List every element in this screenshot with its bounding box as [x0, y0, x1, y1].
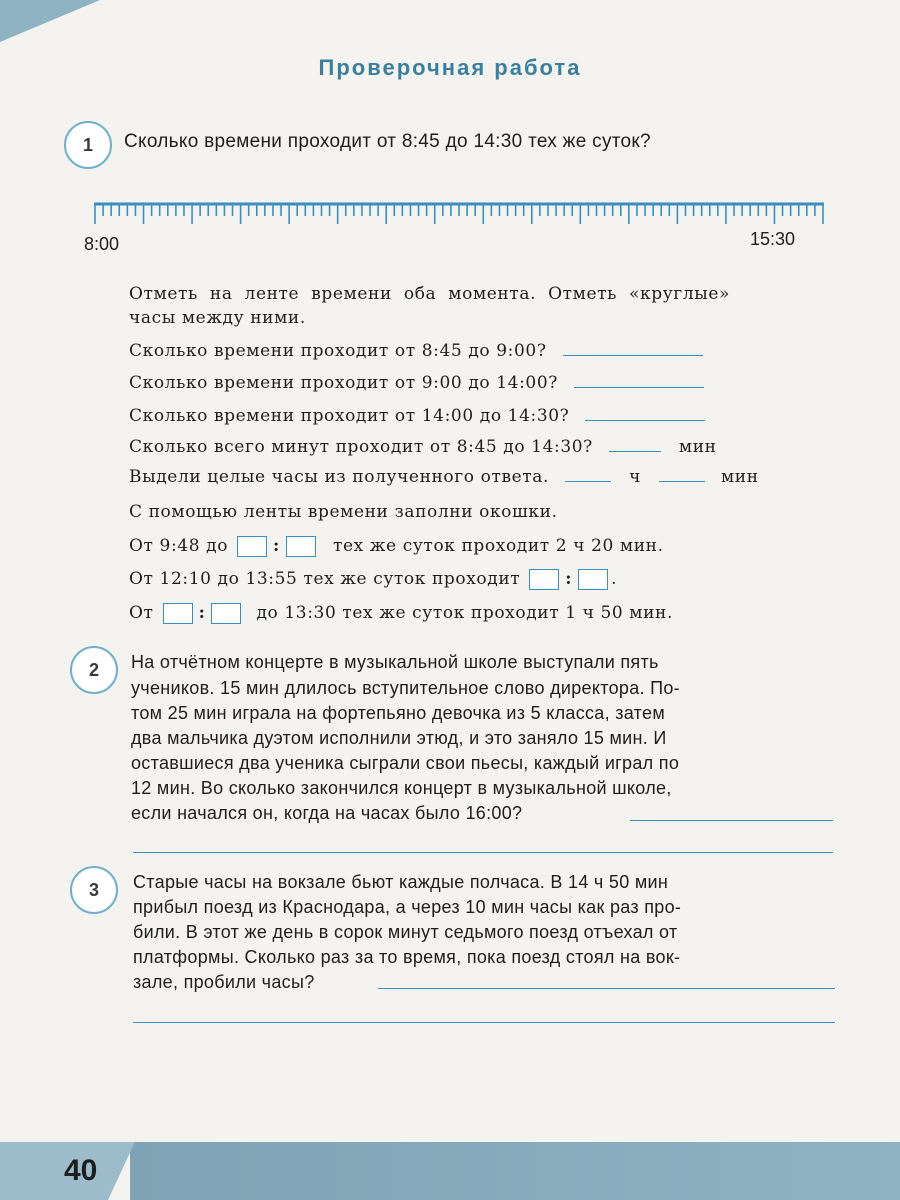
hours-box[interactable] — [163, 603, 193, 624]
task-3-answer-line[interactable] — [378, 988, 835, 989]
page-number: 40 — [64, 1154, 98, 1187]
task-2-line: На отчётном концерте в музыкальной школе выступали пять — [131, 652, 659, 672]
task-2-line: оставшиеся два ученика сыграли свои пьесы, каждый играл по — [131, 753, 680, 773]
task-3-line: били. В этот же день в сорок минут седьмого поезд отъехал от — [133, 922, 678, 942]
minutes-box[interactable] — [211, 603, 241, 624]
task-1-number: 1 — [64, 121, 112, 169]
answer-blank-mins[interactable] — [659, 467, 705, 482]
task-3-line: платформы. Сколько раз за то время, пока поезд стоял на вок- — [133, 947, 681, 967]
unit-minutes: мин — [678, 437, 717, 457]
answer-blank[interactable] — [585, 406, 705, 421]
fill-row-3: От : до 13:30 тех же суток проходит 1 ч 50 мин. — [129, 603, 673, 623]
task-3-line: прибыл поезд из Краснодара, а через 10 мин часы как раз про- — [133, 897, 682, 917]
question-8-45-9-00: Сколько времени проходит от 8:45 до 9:00? — [129, 341, 703, 361]
unit-hours: ч — [629, 467, 641, 487]
fill-row-1: От 9:48 до : тех же суток проходит 2 ч 20 мин. — [129, 536, 664, 556]
task-3-line: Старые часы на вокзале бьют каждые полчаса. В 14 ч 50 мин — [133, 872, 669, 892]
unit-minutes-2: мин — [720, 467, 759, 487]
task-3-answer-line-2[interactable] — [133, 1022, 835, 1023]
hours-box[interactable] — [529, 569, 559, 590]
task-2-number: 2 — [70, 646, 118, 694]
answer-blank[interactable] — [574, 373, 704, 388]
task-3-line: зале, пробили часы? — [133, 972, 315, 992]
task-3-number: 3 — [70, 866, 118, 914]
instruction-line-1: Отметь на ленте времени оба момента. Отметь «круглые» — [129, 284, 731, 304]
task-2-line: 12 мин. Во сколько закончился концерт в музыкальной школе, — [131, 778, 672, 798]
answer-blank-minutes[interactable] — [609, 437, 661, 452]
timeline-ruler[interactable] — [94, 198, 826, 228]
timeline-end-label: 15:30 — [750, 229, 796, 249]
task-2-line: учеников. 15 мин длилось вступительное слово директора. По- — [131, 678, 680, 698]
footer-band — [130, 1142, 900, 1200]
task-2-line: том 25 мин играла на фортепьяно девочка из 5 класса, затем — [131, 703, 666, 723]
question-14-00-14-30: Сколько времени проходит от 14:00 до 14:30? — [129, 406, 705, 426]
instruction-line-2: часы между ними. — [129, 308, 306, 328]
minutes-box[interactable] — [578, 569, 608, 590]
task-2-line: два мальчика дуэтом исполнили этюд, и это заняло 15 мин. И — [131, 728, 667, 748]
question-total-minutes: Сколько всего минут проходит от 8:45 до 14:30? мин — [129, 437, 717, 457]
task-2-answer-line[interactable] — [630, 820, 833, 821]
timeline-start-label: 8:00 — [84, 234, 120, 254]
task-2-line: если начался он, когда на часах было 16:00? — [131, 803, 523, 823]
question-whole-hours: Выдели целые часы из полученного ответа. ч мин — [129, 467, 759, 487]
question-9-00-14-00: Сколько времени проходит от 9:00 до 14:00? — [129, 373, 704, 393]
fill-row-2: От 12:10 до 13:55 тех же суток проходит : . — [129, 569, 618, 589]
task-1-question: Сколько времени проходит от 8:45 до 14:30 тех же суток? — [124, 131, 651, 152]
task-2-answer-line-2[interactable] — [133, 852, 833, 853]
answer-blank-hours[interactable] — [565, 467, 611, 482]
answer-blank[interactable] — [563, 341, 703, 356]
fill-instruction: С помощью ленты времени заполни окошки. — [129, 502, 558, 522]
page-title: Проверочная работа — [318, 55, 582, 80]
hours-box[interactable] — [237, 536, 267, 557]
corner-decoration — [0, 0, 100, 42]
minutes-box[interactable] — [286, 536, 316, 557]
